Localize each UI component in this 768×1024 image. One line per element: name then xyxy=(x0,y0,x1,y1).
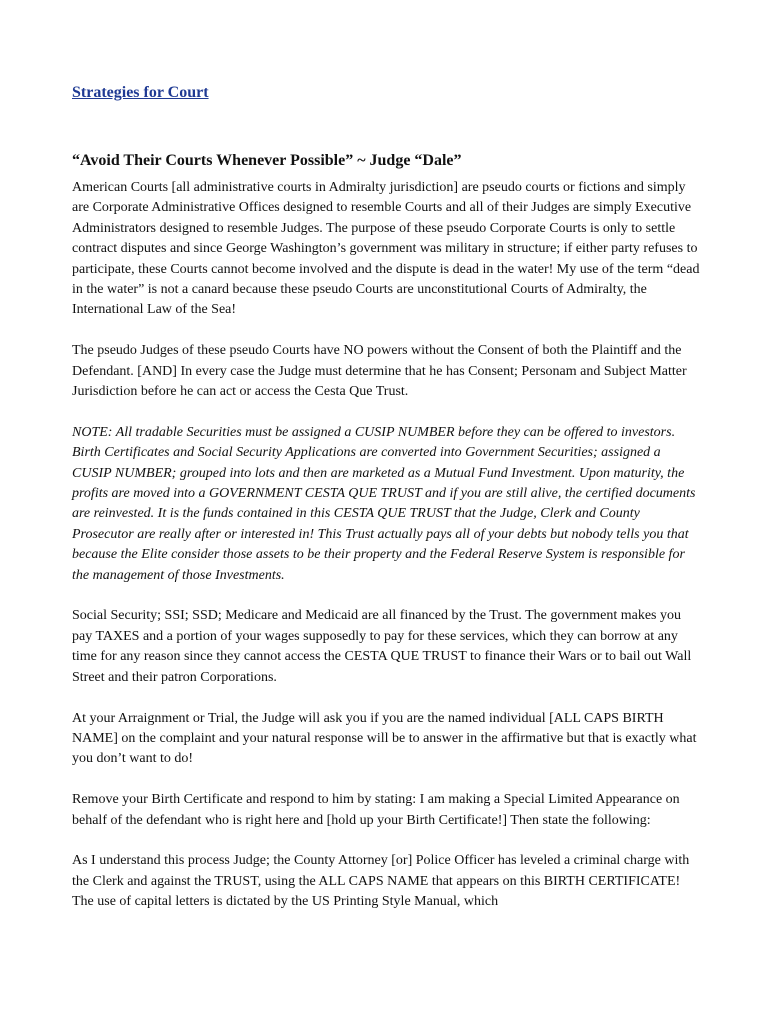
strategies-for-court-link[interactable]: Strategies for Court xyxy=(72,84,209,101)
paragraph-pseudo-judges: The pseudo Judges of these pseudo Courts have NO powers without the Consent of both the Plaintiff and the Defendant. [AND] In every case the Judge must determine that he has Consent; Personam and Subject Matter Jurisdiction before he can act or access the Cesta Que Trust. xyxy=(72,343,687,400)
document-heading: “Avoid Their Courts Whenever Possible” ~ Judge “Dale” xyxy=(72,152,462,169)
paragraph-arraignment: At your Arraignment or Trial, the Judge will ask you if you are the named individual [ALL CAPS BIRTH NAME] on the complaint and your natural response will be to answer in the affirmative but that is exactly what you don’t want to do! xyxy=(72,710,697,767)
document-body xyxy=(72,178,700,933)
paragraph-american-courts: American Courts [all administrative courts in Admiralty jurisdiction] are pseudo courts or fictions and simply are Corporate Administrative Offices designed to resemble Courts and all of their Judges are simply Executive Administrators designed to resemble Judges. The purpose of these pseudo Corporate Courts is only to settle contract disputes and since George Washington’s government was military in structure; if either party refuses to participate, these Courts cannot become involved and the dispute is dead in the water! My use of the term “dead in the water” is not a canard because these pseudo Courts are unconstitutional Courts of Admiralty, the International Law of the Sea! xyxy=(72,180,700,318)
paragraph-social-security: Social Security; SSI; SSD; Medicare and Medicaid are all financed by the Trust. The government makes you pay TAXES and a portion of your wages supposedly to pay for these services, which they can borrow at any time for any reason since they cannot access the CESTA QUE TRUST to finance their Wars or to bail out Wall Street and their patron Corporations. xyxy=(72,608,692,685)
paragraph-understand-process: As I understand this process Judge; the County Attorney [or] Police Officer has leveled a criminal charge with the Clerk and against the TRUST, using the ALL CAPS NAME that appears on this BIRTH CERTIFICATE! The use of capital letters is dictated by the US Printing Style Manual, which xyxy=(72,853,690,910)
paragraph-note-cusip: NOTE: All tradable Securities must be assigned a CUSIP NUMBER before they can be offered to investors. Birth Certificates and Social Security Applications are converted into Government Securities; assigned a CUSIP NUMBER; grouped into lots and then are marketed as a Mutual Fund Investment. Upon maturity, the profits are moved into a GOVERNMENT CESTA QUE TRUST and if you are still alive, the certified documents are reinvested. It is the funds contained in this CESTA QUE TRUST that the Judge, Clerk and County Prosecutor are really after or interested in! This Trust actually pays all of your debts but nobody tells you that because the Elite consider those assets to be their property and the Federal Reserve System is responsible for the management of those Investments. xyxy=(72,424,696,583)
paragraph-birth-certificate: Remove your Birth Certificate and respond to him by stating: I am making a Special Limited Appearance on behalf of the defendant who is right here and [hold up your Birth Certificate!] Then state the following: xyxy=(72,792,680,828)
